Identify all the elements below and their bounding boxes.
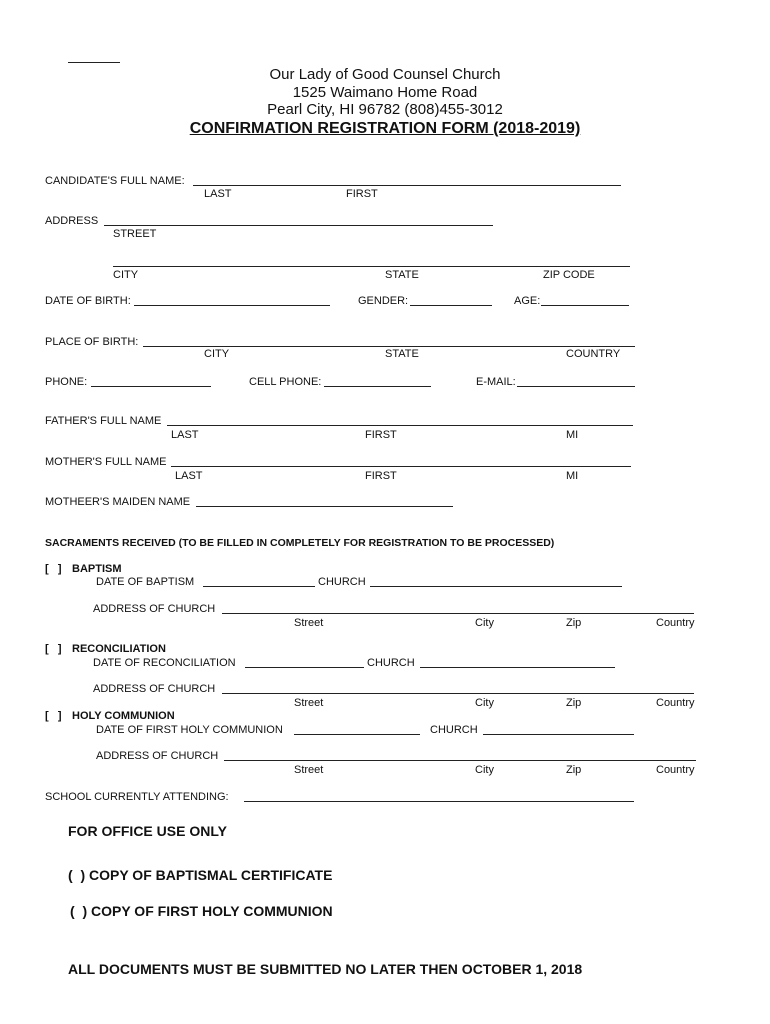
baptism-church-address-field[interactable] <box>222 613 694 614</box>
baptism-checkbox[interactable]: [ ] <box>45 563 62 575</box>
candidate-name-field[interactable] <box>193 185 621 186</box>
dob-label: DATE OF BIRTH: <box>45 295 131 307</box>
baptism-city-caption: City <box>475 617 494 629</box>
reconciliation-street-caption: Street <box>294 697 324 709</box>
maiden-name-label: MOTHEER'S MAIDEN NAME <box>45 496 191 508</box>
reconciliation-church-label: CHURCH <box>367 657 415 669</box>
city-caption: CITY <box>113 269 139 281</box>
pob-state-caption: STATE <box>385 348 419 360</box>
zip-caption: ZIP CODE <box>543 269 595 281</box>
baptism-church-field[interactable] <box>370 586 622 587</box>
reconciliation-date-label: DATE OF RECONCILIATION <box>93 657 236 669</box>
phone-label: PHONE: <box>45 376 88 388</box>
baptism-date-label: DATE OF BAPTISM <box>96 576 195 588</box>
communion-church-address-field[interactable] <box>224 760 696 761</box>
submission-deadline: ALL DOCUMENTS MUST BE SUBMITTED NO LATER THEN OCTOBER 1, 2018 <box>68 961 583 977</box>
form-title: CONFIRMATION REGISTRATION FORM (2018-2019) <box>189 120 581 137</box>
sacraments-heading: SACRAMENTS RECEIVED (TO BE FILLED IN COMPLETELY FOR REGISTRATION TO BE PROCESSED) <box>45 537 555 549</box>
school-field[interactable] <box>244 801 634 802</box>
candidate-first-caption: FIRST <box>346 188 378 200</box>
gender-field[interactable] <box>410 305 492 306</box>
baptism-church-label: CHURCH <box>318 576 366 588</box>
father-last-caption: LAST <box>171 429 199 441</box>
mother-name-field[interactable] <box>171 466 631 467</box>
communion-checkbox[interactable]: [ ] <box>45 710 62 722</box>
address-label: ADDRESS <box>45 215 99 227</box>
communion-country-caption: Country <box>656 764 695 776</box>
father-name-field[interactable] <box>167 425 633 426</box>
baptism-country-caption: Country <box>656 617 695 629</box>
mother-mi-caption: MI <box>566 470 579 482</box>
mother-first-caption: FIRST <box>365 470 397 482</box>
communion-church-address-label: ADDRESS OF CHURCH <box>96 750 219 762</box>
communion-date-field[interactable] <box>294 734 420 735</box>
email-label: E-MAIL: <box>476 376 516 388</box>
pob-city-caption: CITY <box>204 348 230 360</box>
communion-church-field[interactable] <box>483 734 634 735</box>
father-mi-caption: MI <box>566 429 579 441</box>
cell-phone-field[interactable] <box>324 386 431 387</box>
communion-church-label: CHURCH <box>430 724 478 736</box>
communion-zip-caption: Zip <box>566 764 582 776</box>
communion-date-label: DATE OF FIRST HOLY COMMUNION <box>96 724 283 736</box>
baptism-street-caption: Street <box>294 617 324 629</box>
top-corner-line <box>68 62 120 63</box>
school-label: SCHOOL CURRENTLY ATTENDING: <box>45 791 229 803</box>
reconciliation-city-caption: City <box>475 697 494 709</box>
baptism-church-address-label: ADDRESS OF CHURCH <box>93 603 216 615</box>
church-address: 1525 Waimano Home Road <box>292 84 478 101</box>
address-street-field[interactable] <box>104 225 493 226</box>
pob-field[interactable] <box>143 346 635 347</box>
maiden-name-field[interactable] <box>196 506 453 507</box>
reconciliation-church-address-label: ADDRESS OF CHURCH <box>93 683 216 695</box>
pob-country-caption: COUNTRY <box>566 348 621 360</box>
reconciliation-date-field[interactable] <box>245 667 364 668</box>
age-label: AGE: <box>514 295 541 307</box>
communion-label: HOLY COMMUNION <box>72 710 175 722</box>
church-name: Our Lady of Good Counsel Church <box>269 66 501 83</box>
mother-name-label: MOTHER'S FULL NAME <box>45 456 167 468</box>
reconciliation-label: RECONCILIATION <box>72 643 166 655</box>
address-city-field[interactable] <box>113 266 630 267</box>
church-city-phone: Pearl City, HI 96782 (808)455-3012 <box>267 101 503 118</box>
reconciliation-church-field[interactable] <box>420 667 615 668</box>
email-field[interactable] <box>517 386 635 387</box>
father-name-label: FATHER'S FULL NAME <box>45 415 162 427</box>
candidate-name-label: CANDIDATE'S FULL NAME: <box>45 175 185 187</box>
baptism-zip-caption: Zip <box>566 617 582 629</box>
phone-field[interactable] <box>91 386 211 387</box>
candidate-last-caption: LAST <box>204 188 232 200</box>
baptism-label: BAPTISM <box>72 563 122 575</box>
pob-label: PLACE OF BIRTH: <box>45 336 139 348</box>
cell-phone-label: CELL PHONE: <box>249 376 322 388</box>
baptismal-certificate-check[interactable]: ( ) COPY OF BAPTISMAL CERTIFICATE <box>68 867 333 883</box>
reconciliation-zip-caption: Zip <box>566 697 582 709</box>
baptism-date-field[interactable] <box>203 586 315 587</box>
street-caption: STREET <box>113 228 157 240</box>
office-use-heading: FOR OFFICE USE ONLY <box>68 823 227 839</box>
reconciliation-country-caption: Country <box>656 697 695 709</box>
communion-city-caption: City <box>475 764 494 776</box>
state-caption: STATE <box>385 269 419 281</box>
age-field[interactable] <box>541 305 629 306</box>
communion-certificate-check[interactable]: ( ) COPY OF FIRST HOLY COMMUNION <box>70 903 333 919</box>
gender-label: GENDER: <box>358 295 409 307</box>
dob-field[interactable] <box>134 305 330 306</box>
mother-last-caption: LAST <box>175 470 203 482</box>
communion-street-caption: Street <box>294 764 324 776</box>
reconciliation-church-address-field[interactable] <box>222 693 694 694</box>
reconciliation-checkbox[interactable]: [ ] <box>45 643 62 655</box>
father-first-caption: FIRST <box>365 429 397 441</box>
